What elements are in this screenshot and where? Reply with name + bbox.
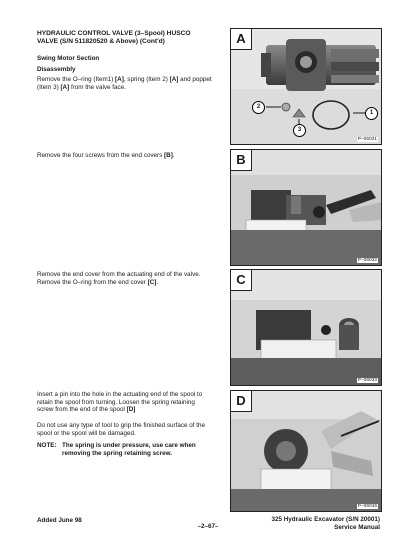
callout-3 xyxy=(293,124,306,137)
figure-ref: [D] xyxy=(126,406,136,414)
step-b-text: Remove the four screws from the end covers xyxy=(37,152,165,159)
step-c-text: . xyxy=(156,278,159,286)
note-label: NOTE: xyxy=(37,442,57,449)
note-block xyxy=(37,442,212,457)
note-text: The spring is under pressure, use care when removing the spring retaining screw. xyxy=(62,442,196,457)
footer-manual-line: Service Manual xyxy=(334,523,380,531)
step-c-text: Remove the end cover from the actuating end of the valve. Remove the O–ring from the end cover xyxy=(37,271,201,286)
figure-letter: A xyxy=(231,29,252,50)
valve-photo-d xyxy=(231,391,381,511)
figure-c-photo xyxy=(230,269,382,386)
section-heading: Swing Motor Section xyxy=(37,55,100,62)
step-c-paragraph xyxy=(37,271,212,286)
step-d-paragraph xyxy=(37,391,212,414)
callout-number: 3 xyxy=(297,127,302,133)
valve-photo-b xyxy=(231,150,381,265)
figure-letter: B xyxy=(231,150,252,171)
photo-code: P–06031 xyxy=(357,137,377,142)
photo-code: P–06033 xyxy=(357,378,377,383)
callout-1 xyxy=(365,107,378,120)
callout-number: 1 xyxy=(369,110,374,116)
footer-manual-line: 325 Hydraulic Excavator (S/N 20001) xyxy=(271,516,380,523)
figure-d-photo xyxy=(230,390,382,512)
step-b-paragraph xyxy=(37,152,212,160)
step-a-text: Remove the O–ring (Item1) xyxy=(37,76,116,83)
callout-2 xyxy=(252,101,265,114)
figure-letter: D xyxy=(231,391,252,412)
figure-ref: [A] xyxy=(169,76,179,83)
figure-ref: [A] xyxy=(115,76,124,83)
footer-date: Added June 98 xyxy=(37,517,82,524)
figure-letter: C xyxy=(231,270,252,291)
page-number: –2–67– xyxy=(197,523,219,530)
step-a-text: from the valve face. xyxy=(69,83,126,91)
step-a-paragraph xyxy=(37,76,212,91)
page-title: HYDRAULIC CONTROL VALVE (3–Spool) HUSCO VALVE (S/N 511820520 & Above) (Cont'd) xyxy=(37,30,191,45)
figure-ref: [C] xyxy=(147,278,157,286)
step-d-warning: Do not use any type of tool to grip the finished surface of the spool or the spool will be damaged. xyxy=(37,422,206,437)
subsection-heading: Disassembly xyxy=(37,66,76,73)
figure-b-photo xyxy=(230,149,382,266)
step-a-text: and poppet (Item 3) xyxy=(37,76,212,91)
step-b-text: . xyxy=(172,152,175,159)
figure-a-photo xyxy=(230,28,382,145)
figure-ref: [B] xyxy=(164,152,173,159)
callout-number: 2 xyxy=(256,104,261,110)
photo-code: P–06046 xyxy=(357,504,377,509)
footer-manual-title xyxy=(271,516,380,531)
valve-photo-c xyxy=(231,270,381,385)
step-d-text: Insert a pin into the hole in the actuating end of the spool to retain the spool from turning. Loosen the spring retaining screw from the end of the spool xyxy=(37,391,203,414)
figure-ref: [A] xyxy=(60,83,70,91)
valve-photo-a xyxy=(231,29,381,144)
step-a-text: , spring (Item 2) xyxy=(123,76,170,83)
photo-code: P–06032 xyxy=(357,258,377,263)
